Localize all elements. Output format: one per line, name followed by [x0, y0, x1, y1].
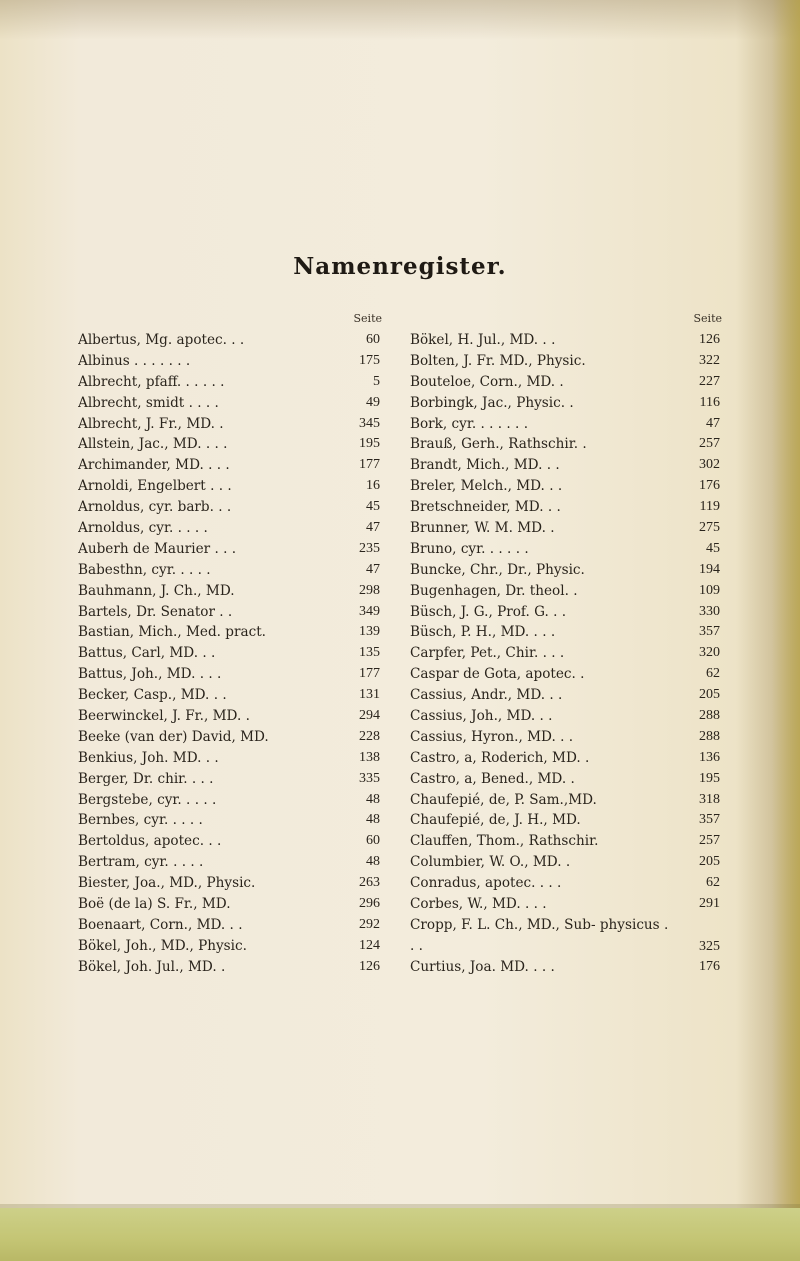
- entry-page-number: 349: [359, 603, 380, 619]
- entry-page-number: 257: [699, 436, 720, 452]
- index-entry: [410, 790, 726, 811]
- entry-name: Cropp, F. L. Ch., MD., Sub- physicus . . .: [410, 916, 669, 954]
- entry-page-number: 257: [699, 833, 720, 849]
- entry-page-number: 124: [359, 937, 380, 953]
- entry-page-number: 292: [359, 916, 380, 932]
- entry-name: Albertus, Mg. apotec. . .: [78, 332, 245, 348]
- entry-page-number: 176: [699, 478, 720, 494]
- entry-name: Corbes, W., MD. . . .: [410, 896, 547, 913]
- entry-page-number: 288: [699, 708, 720, 724]
- entry-name: Castro, a, Roderich, MD. .: [410, 749, 590, 766]
- entry-name: Columbier, W. O., MD. .: [410, 854, 571, 871]
- entry-page-number: 47: [366, 520, 380, 536]
- entry-name: Cassius, Hyron., MD. . .: [410, 728, 574, 745]
- entry-page-number: 60: [366, 332, 380, 347]
- entry-page-number: 5: [373, 373, 380, 389]
- entry-name: Brauß, Gerh., Rathschir. .: [410, 436, 587, 453]
- page-edge-stain: [772, 0, 800, 1261]
- entry-page-number: 345: [359, 415, 380, 431]
- index-entry: [78, 497, 386, 518]
- entry-page-number: 126: [699, 332, 720, 347]
- index-entry: [410, 769, 726, 790]
- entry-page-number: 325: [699, 938, 720, 954]
- index-entry: [410, 831, 726, 852]
- index-entry: [78, 873, 386, 894]
- entry-page-number: 228: [359, 728, 380, 744]
- index-entry: [78, 393, 386, 414]
- entry-name: Bertram, cyr. . . . .: [78, 854, 204, 871]
- page-title: Namenregister.: [293, 253, 507, 280]
- entry-name: Bouteloe, Corn., MD. .: [410, 373, 564, 390]
- left-page-header: Seite: [353, 312, 382, 325]
- index-entry: [410, 560, 726, 581]
- index-entry: [410, 330, 726, 351]
- entry-page-number: 318: [699, 791, 720, 807]
- index-entry: [78, 769, 386, 790]
- index-entry: [78, 539, 386, 560]
- entry-name: Cassius, Joh., MD. . .: [410, 708, 553, 725]
- entry-name: Babesthn, cyr. . . . .: [78, 561, 211, 578]
- entry-page-number: 62: [706, 666, 720, 682]
- index-entry: [410, 873, 726, 894]
- index-entry: [78, 810, 386, 831]
- entry-page-number: 48: [366, 812, 380, 828]
- entry-page-number: 139: [359, 624, 380, 640]
- entry-name: Beeke (van der) David, MD.: [78, 728, 269, 745]
- entry-name: Bergstebe, cyr. . . . .: [78, 791, 217, 808]
- entry-page-number: 16: [366, 478, 380, 494]
- index-entry: [78, 915, 386, 936]
- entry-name: Cassius, Andr., MD. . .: [410, 687, 563, 704]
- entry-page-number: 335: [359, 770, 380, 786]
- entry-page-number: 175: [359, 352, 380, 368]
- index-entry: [78, 664, 386, 685]
- entry-page-number: 62: [706, 875, 720, 891]
- index-entry: [78, 727, 386, 748]
- left-entry-list: [78, 330, 386, 978]
- entry-name: Arnoldus, cyr. barb. . .: [78, 499, 232, 516]
- entry-name: Berger, Dr. chir. . . .: [78, 770, 214, 787]
- index-entry: [410, 497, 726, 518]
- entry-name: Clauffen, Thom., Rathschir.: [410, 833, 599, 850]
- entry-page-number: 47: [706, 415, 720, 431]
- entry-name: Bretschneider, MD. . .: [410, 499, 561, 516]
- index-entry: [78, 518, 386, 539]
- entry-page-number: 138: [359, 749, 380, 765]
- entry-page-number: 263: [359, 875, 380, 891]
- entry-name: Biester, Joa., MD., Physic.: [78, 875, 256, 892]
- right-entry-list: [410, 330, 726, 978]
- entry-name: Beerwinckel, J. Fr., MD. .: [78, 708, 250, 725]
- index-entry: [410, 393, 726, 414]
- entry-name: Büsch, J. G., Prof. G. . .: [410, 603, 567, 620]
- index-entry: [410, 581, 726, 602]
- entry-page-number: 135: [359, 645, 380, 661]
- index-entry: [78, 351, 386, 372]
- index-entry: [78, 434, 386, 455]
- entry-name: Bastian, Mich., Med. pract.: [78, 624, 266, 641]
- left-column: [78, 312, 386, 978]
- entry-name: Boenaart, Corn., MD. . .: [78, 916, 243, 933]
- entry-page-number: 288: [699, 728, 720, 744]
- index-entry: [410, 727, 726, 748]
- index-entry: [78, 455, 386, 476]
- entry-name: Büsch, P. H., MD. . . .: [410, 624, 556, 641]
- index-entry: [78, 622, 386, 643]
- entry-name: Albrecht, smidt . . . .: [78, 394, 219, 411]
- entry-page-number: 302: [699, 457, 720, 473]
- entry-name: Bökel, Joh., MD., Physic.: [78, 937, 247, 954]
- entry-name: Boë (de la) S. Fr., MD.: [78, 896, 231, 913]
- index-entry: [410, 894, 726, 915]
- entry-name: Albrecht, pfaff. . . . . .: [78, 373, 225, 390]
- entry-name: Becker, Casp., MD. . .: [78, 687, 227, 704]
- entry-name: Albinus . . . . . . .: [78, 352, 191, 369]
- entry-name: Arnoldus, cyr. . . . .: [78, 520, 208, 537]
- entry-page-number: 47: [366, 561, 380, 577]
- entry-name: Bernbes, cyr. . . . .: [78, 812, 203, 829]
- entry-page-number: 275: [699, 520, 720, 536]
- entry-name: Bugenhagen, Dr. theol. .: [410, 582, 578, 599]
- index-entry: [410, 810, 726, 831]
- entry-page-number: 294: [359, 708, 380, 724]
- entry-page-number: 296: [359, 896, 380, 912]
- entry-name: Battus, Joh., MD. . . .: [78, 666, 222, 683]
- index-entry: [78, 330, 386, 351]
- index-entry: [78, 852, 386, 873]
- entry-page-number: 45: [366, 499, 380, 515]
- entry-name: Brandt, Mich., MD. . .: [410, 457, 560, 474]
- entry-page-number: 298: [359, 582, 380, 598]
- index-entry: [410, 685, 726, 706]
- index-entry: [78, 748, 386, 769]
- entry-page-number: 45: [706, 540, 720, 556]
- right-page-header: Seite: [693, 312, 722, 325]
- entry-page-number: 320: [699, 645, 720, 661]
- right-column: [410, 312, 726, 978]
- entry-page-number: 357: [699, 624, 720, 640]
- index-entry: [410, 434, 726, 455]
- index-entry: [410, 602, 726, 623]
- entry-page-number: 126: [359, 958, 380, 974]
- entry-name: Albrecht, J. Fr., MD. .: [78, 415, 224, 432]
- index-entry: [78, 372, 386, 393]
- entry-name: Chaufepié, de, J. H., MD.: [410, 812, 581, 829]
- index-entry: [410, 664, 726, 685]
- entry-page-number: 205: [699, 687, 720, 703]
- entry-name: Bökel, Joh. Jul., MD. .: [78, 958, 226, 975]
- entry-name: Archimander, MD. . . .: [78, 457, 230, 474]
- entry-page-number: 195: [699, 770, 720, 786]
- entry-name: Curtius, Joa. MD. . . .: [410, 958, 555, 975]
- entry-name: Bolten, J. Fr. MD., Physic.: [410, 352, 586, 369]
- entry-page-number: 177: [359, 457, 380, 473]
- entry-page-number: 109: [699, 582, 720, 598]
- entry-name: Arnoldi, Engelbert . . .: [78, 478, 232, 495]
- entry-name: Buncke, Chr., Dr., Physic.: [410, 561, 585, 578]
- entry-name: Castro, a, Bened., MD. .: [410, 770, 575, 787]
- entry-name: Bartels, Dr. Senator . .: [78, 603, 233, 620]
- index-entry: [410, 915, 726, 957]
- entry-page-number: 136: [699, 749, 720, 765]
- entry-name: Caspar de Gota, apotec. .: [410, 666, 585, 683]
- index-entry: [410, 852, 726, 873]
- index-entry: [78, 560, 386, 581]
- entry-page-number: 357: [699, 812, 720, 828]
- entry-page-number: 177: [359, 666, 380, 682]
- entry-name: Bork, cyr. . . . . . .: [410, 415, 529, 432]
- entry-name: Conradus, apotec. . . .: [410, 875, 562, 892]
- index-entry: [410, 372, 726, 393]
- index-entry: [410, 957, 726, 978]
- entry-name: Chaufepié, de, P. Sam.,MD.: [410, 791, 597, 808]
- entry-name: Auberh de Maurier . . .: [78, 540, 237, 557]
- entry-name: Brunner, W. M. MD. .: [410, 520, 555, 537]
- index-entry: [78, 957, 386, 978]
- entry-name: Bertoldus, apotec. . .: [78, 833, 222, 850]
- entry-name: Bökel, H. Jul., MD. . .: [410, 332, 556, 348]
- index-entry: [410, 622, 726, 643]
- entry-page-number: 291: [699, 896, 720, 912]
- index-entry: [78, 685, 386, 706]
- index-entry: [78, 476, 386, 497]
- index-entry: [78, 602, 386, 623]
- entry-name: Allstein, Jac., MD. . . .: [78, 436, 228, 453]
- entry-page-number: 194: [699, 561, 720, 577]
- index-entry: [78, 936, 386, 957]
- index-entry: [410, 643, 726, 664]
- index-entry: [410, 476, 726, 497]
- page-bottom-band: [0, 1208, 800, 1261]
- index-entry: [78, 790, 386, 811]
- index-entry: [410, 455, 726, 476]
- index-entry: [78, 831, 386, 852]
- index-entry: [78, 414, 386, 435]
- entry-name: Borbingk, Jac., Physic. .: [410, 394, 574, 411]
- entry-name: Breler, Melch., MD. . .: [410, 478, 563, 495]
- index-entry: [78, 706, 386, 727]
- entry-page-number: 131: [359, 687, 380, 703]
- entry-page-number: 195: [359, 436, 380, 452]
- index-entry: [410, 414, 726, 435]
- index-entry: [410, 539, 726, 560]
- index-entry: [410, 351, 726, 372]
- index-entry: [78, 581, 386, 602]
- index-entry: [410, 706, 726, 727]
- index-entry: [78, 894, 386, 915]
- entry-page-number: 227: [699, 373, 720, 389]
- entry-name: Battus, Carl, MD. . .: [78, 645, 216, 662]
- page-top-shadow: [0, 0, 800, 40]
- entry-page-number: 235: [359, 540, 380, 556]
- entry-page-number: 49: [366, 394, 380, 410]
- entry-page-number: 116: [699, 394, 720, 410]
- entry-page-number: 205: [699, 854, 720, 870]
- entry-page-number: 119: [699, 499, 720, 515]
- index-entry: [410, 518, 726, 539]
- entry-name: Bruno, cyr. . . . . .: [410, 540, 529, 557]
- entry-page-number: 330: [699, 603, 720, 619]
- entry-page-number: 60: [366, 833, 380, 849]
- entry-page-number: 48: [366, 854, 380, 870]
- entry-page-number: 176: [699, 958, 720, 974]
- entry-name: Benkius, Joh. MD. . .: [78, 749, 219, 766]
- entry-name: Bauhmann, J. Ch., MD.: [78, 582, 235, 599]
- index-entry: [410, 748, 726, 769]
- index-entry: [78, 643, 386, 664]
- entry-page-number: 322: [699, 352, 720, 368]
- entry-name: Carpfer, Pet., Chir. . . .: [410, 645, 565, 662]
- entry-page-number: 48: [366, 791, 380, 807]
